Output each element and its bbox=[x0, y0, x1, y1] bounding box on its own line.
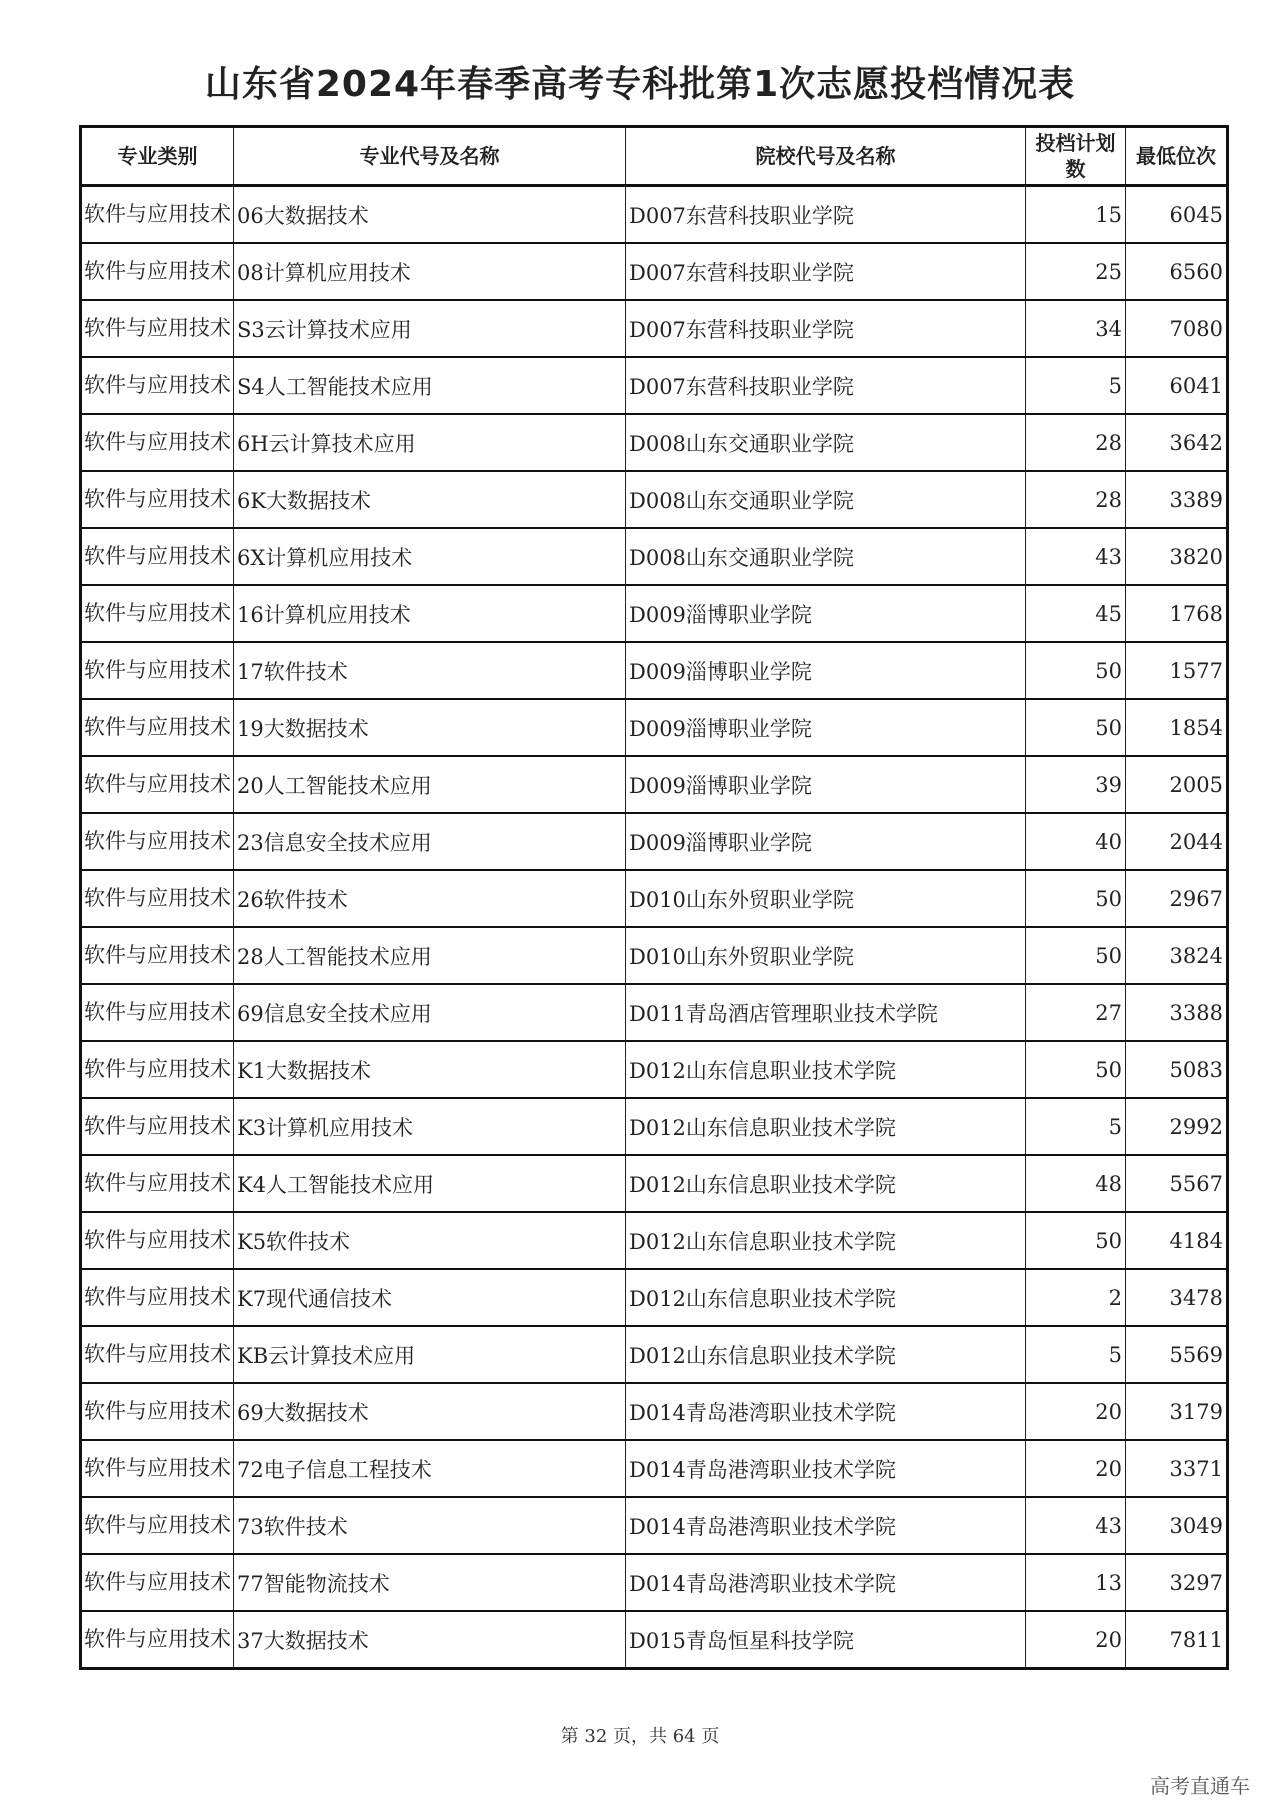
category-cell: 软件与应用技术 bbox=[81, 1269, 234, 1326]
min-rank-cell: 1768 bbox=[1126, 585, 1228, 642]
category-cell: 软件与应用技术 bbox=[81, 300, 234, 357]
table-row bbox=[81, 756, 1228, 813]
table-row bbox=[81, 1155, 1228, 1212]
min-rank-cell: 1854 bbox=[1126, 699, 1228, 756]
major-cell: 08计算机应用技术 bbox=[234, 243, 626, 300]
plan-count-cell: 50 bbox=[1026, 642, 1126, 699]
plan-count-cell: 43 bbox=[1026, 1497, 1126, 1554]
major-cell: 73软件技术 bbox=[234, 1497, 626, 1554]
min-rank-cell: 2992 bbox=[1126, 1098, 1228, 1155]
category-cell: 软件与应用技术 bbox=[81, 1155, 234, 1212]
category-cell: 软件与应用技术 bbox=[81, 1554, 234, 1611]
min-rank-cell: 3478 bbox=[1126, 1269, 1228, 1326]
plan-count-cell: 43 bbox=[1026, 528, 1126, 585]
table-row bbox=[81, 1326, 1228, 1383]
major-cell: 69信息安全技术应用 bbox=[234, 984, 626, 1041]
school-cell: D012山东信息职业技术学院 bbox=[626, 1041, 1026, 1098]
school-cell: D008山东交通职业学院 bbox=[626, 414, 1026, 471]
min-rank-cell: 3297 bbox=[1126, 1554, 1228, 1611]
min-rank-cell: 5567 bbox=[1126, 1155, 1228, 1212]
table-row bbox=[81, 642, 1228, 699]
plan-count-cell: 48 bbox=[1026, 1155, 1126, 1212]
plan-count-cell: 50 bbox=[1026, 1212, 1126, 1269]
school-cell: D009淄博职业学院 bbox=[626, 756, 1026, 813]
page-number: 第 32 页，共 64 页 bbox=[560, 1726, 720, 1747]
table-row bbox=[81, 1440, 1228, 1497]
category-cell: 软件与应用技术 bbox=[81, 1041, 234, 1098]
min-rank-cell: 6041 bbox=[1126, 357, 1228, 414]
header-major: 专业代号及名称 bbox=[234, 127, 626, 186]
major-cell: 19大数据技术 bbox=[234, 699, 626, 756]
min-rank-cell: 3642 bbox=[1126, 414, 1228, 471]
school-cell: D009淄博职业学院 bbox=[626, 699, 1026, 756]
category-cell: 软件与应用技术 bbox=[81, 243, 234, 300]
table-row bbox=[81, 984, 1228, 1041]
school-cell: D010山东外贸职业学院 bbox=[626, 870, 1026, 927]
major-cell: 77智能物流技术 bbox=[234, 1554, 626, 1611]
major-cell: 72电子信息工程技术 bbox=[234, 1440, 626, 1497]
min-rank-cell: 3179 bbox=[1126, 1383, 1228, 1440]
table-row bbox=[81, 186, 1228, 244]
school-cell: D009淄博职业学院 bbox=[626, 642, 1026, 699]
plan-count-cell: 5 bbox=[1026, 1098, 1126, 1155]
school-cell: D012山东信息职业技术学院 bbox=[626, 1098, 1026, 1155]
category-cell: 软件与应用技术 bbox=[81, 756, 234, 813]
major-cell: 37大数据技术 bbox=[234, 1611, 626, 1669]
category-cell: 软件与应用技术 bbox=[81, 870, 234, 927]
table-row bbox=[81, 1212, 1228, 1269]
school-cell: D007东营科技职业学院 bbox=[626, 300, 1026, 357]
plan-count-cell: 45 bbox=[1026, 585, 1126, 642]
category-cell: 软件与应用技术 bbox=[81, 528, 234, 585]
category-cell: 软件与应用技术 bbox=[81, 984, 234, 1041]
major-cell: K1大数据技术 bbox=[234, 1041, 626, 1098]
min-rank-cell: 2044 bbox=[1126, 813, 1228, 870]
plan-count-cell: 40 bbox=[1026, 813, 1126, 870]
major-cell: S3云计算技术应用 bbox=[234, 300, 626, 357]
plan-count-cell: 20 bbox=[1026, 1383, 1126, 1440]
table-row bbox=[81, 243, 1228, 300]
major-cell: 69大数据技术 bbox=[234, 1383, 626, 1440]
plan-count-cell: 28 bbox=[1026, 471, 1126, 528]
major-cell: 26软件技术 bbox=[234, 870, 626, 927]
category-cell: 软件与应用技术 bbox=[81, 1212, 234, 1269]
plan-count-cell: 13 bbox=[1026, 1554, 1126, 1611]
major-cell: K4人工智能技术应用 bbox=[234, 1155, 626, 1212]
table-row bbox=[81, 1611, 1228, 1669]
min-rank-cell: 3371 bbox=[1126, 1440, 1228, 1497]
major-cell: 23信息安全技术应用 bbox=[234, 813, 626, 870]
table-row bbox=[81, 585, 1228, 642]
school-cell: D008山东交通职业学院 bbox=[626, 528, 1026, 585]
min-rank-cell: 3049 bbox=[1126, 1497, 1228, 1554]
min-rank-cell: 4184 bbox=[1126, 1212, 1228, 1269]
major-cell: 6X计算机应用技术 bbox=[234, 528, 626, 585]
min-rank-cell: 7080 bbox=[1126, 300, 1228, 357]
table-header-row bbox=[81, 127, 1228, 186]
plan-count-cell: 5 bbox=[1026, 357, 1126, 414]
plan-count-cell: 50 bbox=[1026, 1041, 1126, 1098]
school-cell: D014青岛港湾职业技术学院 bbox=[626, 1554, 1026, 1611]
plan-count-cell: 28 bbox=[1026, 414, 1126, 471]
min-rank-cell: 3820 bbox=[1126, 528, 1228, 585]
school-cell: D008山东交通职业学院 bbox=[626, 471, 1026, 528]
min-rank-cell: 1577 bbox=[1126, 642, 1228, 699]
major-cell: K7现代通信技术 bbox=[234, 1269, 626, 1326]
header-school: 院校代号及名称 bbox=[626, 127, 1026, 186]
plan-count-cell: 50 bbox=[1026, 699, 1126, 756]
watermark: 高考直通车 bbox=[1150, 1774, 1250, 1798]
major-cell: 6H云计算技术应用 bbox=[234, 414, 626, 471]
plan-count-cell: 2 bbox=[1026, 1269, 1126, 1326]
table-row bbox=[81, 1497, 1228, 1554]
school-cell: D015青岛恒星科技学院 bbox=[626, 1611, 1026, 1669]
school-cell: D012山东信息职业技术学院 bbox=[626, 1155, 1026, 1212]
header-plan-count: 投档计划数 bbox=[1026, 127, 1126, 186]
plan-count-cell: 5 bbox=[1026, 1326, 1126, 1383]
major-cell: K5软件技术 bbox=[234, 1212, 626, 1269]
category-cell: 软件与应用技术 bbox=[81, 1611, 234, 1669]
table-row bbox=[81, 870, 1228, 927]
school-cell: D007东营科技职业学院 bbox=[626, 357, 1026, 414]
school-cell: D012山东信息职业技术学院 bbox=[626, 1326, 1026, 1383]
category-cell: 软件与应用技术 bbox=[81, 1440, 234, 1497]
category-cell: 软件与应用技术 bbox=[81, 1326, 234, 1383]
min-rank-cell: 6045 bbox=[1126, 186, 1228, 244]
plan-count-cell: 50 bbox=[1026, 927, 1126, 984]
major-cell: 16计算机应用技术 bbox=[234, 585, 626, 642]
plan-count-cell: 20 bbox=[1026, 1611, 1126, 1669]
school-cell: D014青岛港湾职业技术学院 bbox=[626, 1497, 1026, 1554]
category-cell: 软件与应用技术 bbox=[81, 414, 234, 471]
header-min-rank: 最低位次 bbox=[1126, 127, 1228, 186]
table-row bbox=[81, 528, 1228, 585]
major-cell: 06大数据技术 bbox=[234, 186, 626, 244]
school-cell: D012山东信息职业技术学院 bbox=[626, 1212, 1026, 1269]
major-cell: 28人工智能技术应用 bbox=[234, 927, 626, 984]
category-cell: 软件与应用技术 bbox=[81, 471, 234, 528]
table-row bbox=[81, 1098, 1228, 1155]
category-cell: 软件与应用技术 bbox=[81, 1098, 234, 1155]
table-row bbox=[81, 1041, 1228, 1098]
table-row bbox=[81, 414, 1228, 471]
major-cell: 20人工智能技术应用 bbox=[234, 756, 626, 813]
category-cell: 软件与应用技术 bbox=[81, 1497, 234, 1554]
category-cell: 软件与应用技术 bbox=[81, 813, 234, 870]
plan-count-cell: 20 bbox=[1026, 1440, 1126, 1497]
min-rank-cell: 5083 bbox=[1126, 1041, 1228, 1098]
category-cell: 软件与应用技术 bbox=[81, 1383, 234, 1440]
school-cell: D009淄博职业学院 bbox=[626, 585, 1026, 642]
plan-count-cell: 27 bbox=[1026, 984, 1126, 1041]
plan-count-cell: 15 bbox=[1026, 186, 1126, 244]
school-cell: D012山东信息职业技术学院 bbox=[626, 1269, 1026, 1326]
plan-count-cell: 50 bbox=[1026, 870, 1126, 927]
school-cell: D009淄博职业学院 bbox=[626, 813, 1026, 870]
plan-count-cell: 25 bbox=[1026, 243, 1126, 300]
category-cell: 软件与应用技术 bbox=[81, 642, 234, 699]
min-rank-cell: 2967 bbox=[1126, 870, 1228, 927]
min-rank-cell: 3389 bbox=[1126, 471, 1228, 528]
min-rank-cell: 3388 bbox=[1126, 984, 1228, 1041]
min-rank-cell: 3824 bbox=[1126, 927, 1228, 984]
plan-count-cell: 34 bbox=[1026, 300, 1126, 357]
school-cell: D010山东外贸职业学院 bbox=[626, 927, 1026, 984]
min-rank-cell: 2005 bbox=[1126, 756, 1228, 813]
min-rank-cell: 7811 bbox=[1126, 1611, 1228, 1669]
min-rank-cell: 6560 bbox=[1126, 243, 1228, 300]
category-cell: 软件与应用技术 bbox=[81, 186, 234, 244]
major-cell: K3计算机应用技术 bbox=[234, 1098, 626, 1155]
table-row bbox=[81, 1383, 1228, 1440]
min-rank-cell: 5569 bbox=[1126, 1326, 1228, 1383]
major-cell: 17软件技术 bbox=[234, 642, 626, 699]
major-cell: S4人工智能技术应用 bbox=[234, 357, 626, 414]
table-row bbox=[81, 1269, 1228, 1326]
school-cell: D014青岛港湾职业技术学院 bbox=[626, 1383, 1026, 1440]
table-row bbox=[81, 357, 1228, 414]
school-cell: D011青岛酒店管理职业技术学院 bbox=[626, 984, 1026, 1041]
table-row bbox=[81, 927, 1228, 984]
table-row bbox=[81, 1554, 1228, 1611]
category-cell: 软件与应用技术 bbox=[81, 585, 234, 642]
school-cell: D007东营科技职业学院 bbox=[626, 186, 1026, 244]
major-cell: 6K大数据技术 bbox=[234, 471, 626, 528]
school-cell: D007东营科技职业学院 bbox=[626, 243, 1026, 300]
table-row bbox=[81, 471, 1228, 528]
table-row bbox=[81, 699, 1228, 756]
table-row bbox=[81, 300, 1228, 357]
page-title: 山东省2024年春季高考专科批第1次志愿投档情况表 bbox=[204, 64, 1076, 105]
major-cell: KB云计算技术应用 bbox=[234, 1326, 626, 1383]
admission-table bbox=[79, 125, 1229, 1670]
plan-count-cell: 39 bbox=[1026, 756, 1126, 813]
category-cell: 软件与应用技术 bbox=[81, 699, 234, 756]
category-cell: 软件与应用技术 bbox=[81, 927, 234, 984]
header-category: 专业类别 bbox=[81, 127, 234, 186]
school-cell: D014青岛港湾职业技术学院 bbox=[626, 1440, 1026, 1497]
category-cell: 软件与应用技术 bbox=[81, 357, 234, 414]
table-row bbox=[81, 813, 1228, 870]
